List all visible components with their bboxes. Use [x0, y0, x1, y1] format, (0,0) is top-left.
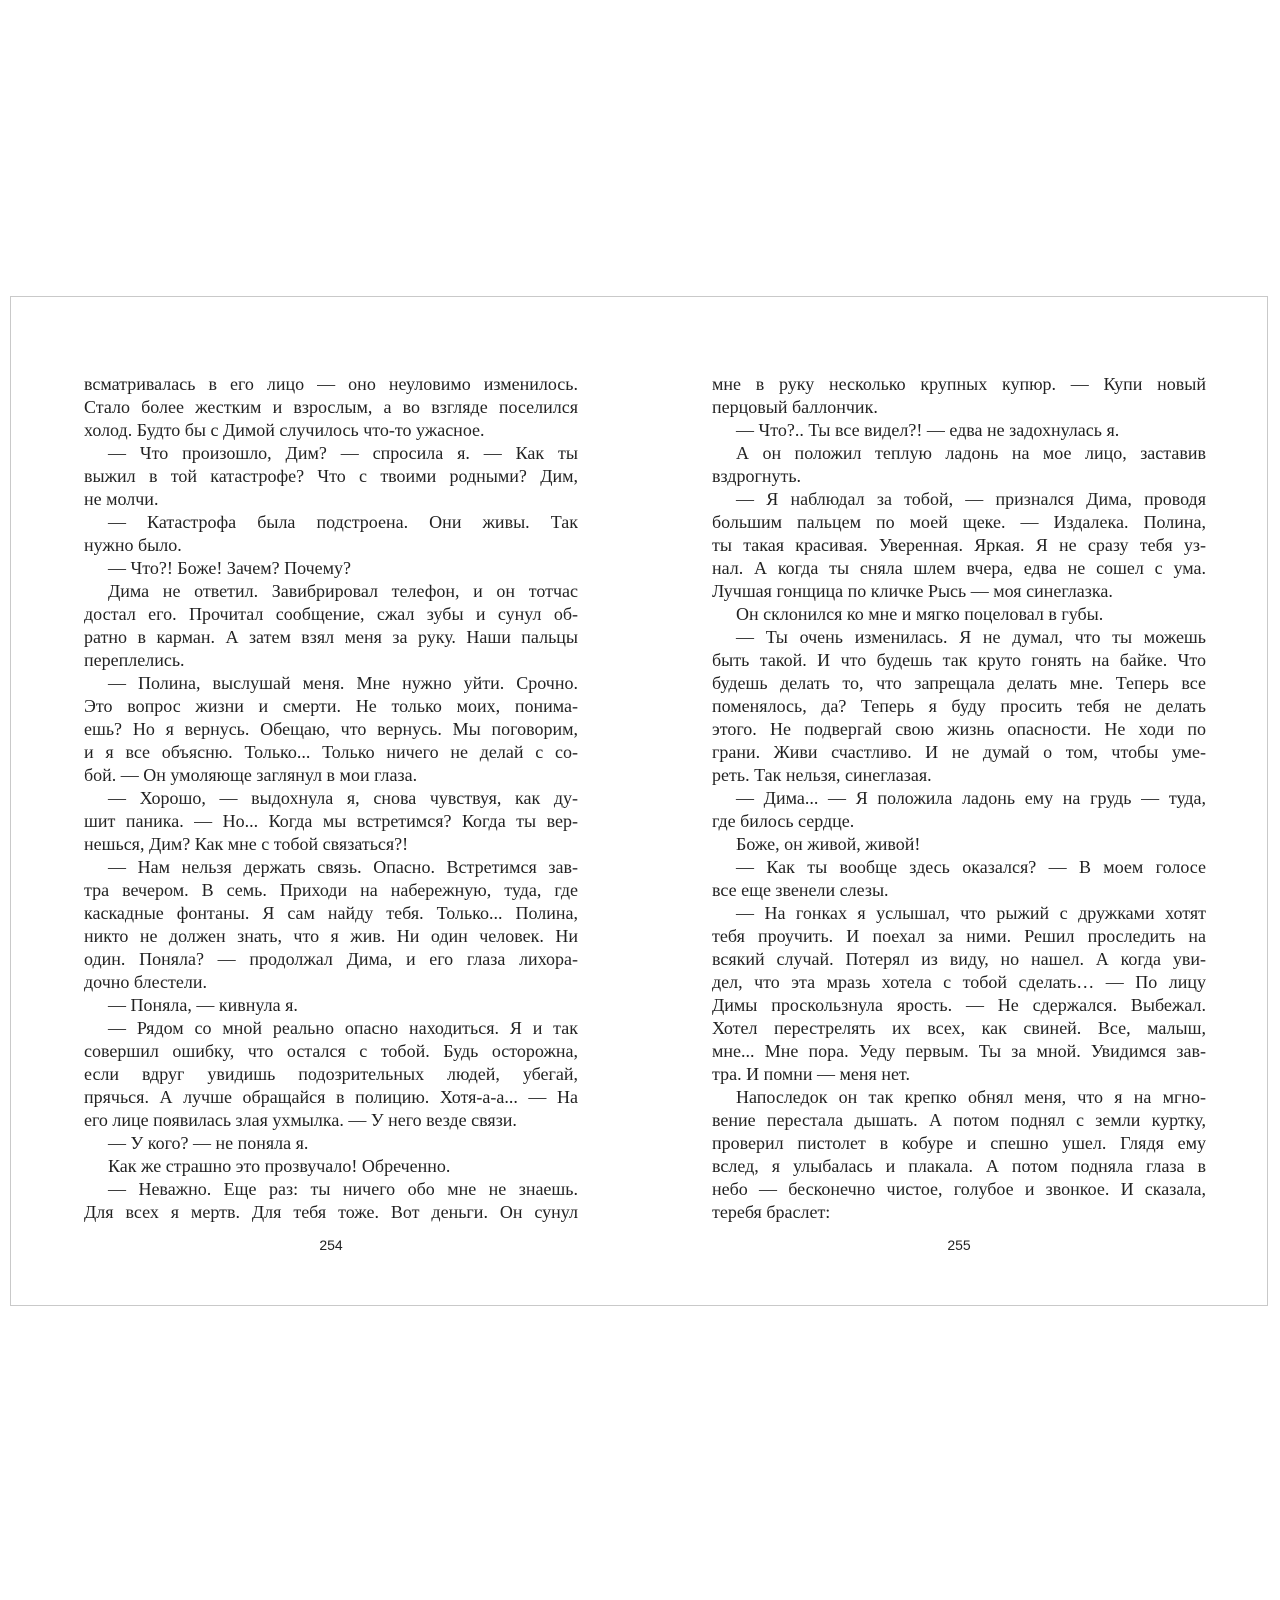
text-line: дел, что эта мразь хотела с тобой сделать… — По лицу	[712, 972, 1206, 992]
right-page-text	[712, 373, 1206, 1224]
text-line: вслед, я улыбалась и плакала. А потом подняла глаза в	[712, 1156, 1206, 1176]
text-line: тра. И помни — меня нет.	[712, 1064, 910, 1084]
text-line: шит паника. — Но... Когда мы встретимся? Когда ты вер-	[84, 811, 578, 831]
text-line: — Дима... — Я положила ладонь ему на грудь — туда,	[736, 788, 1206, 808]
text-line: совершил ошибку, что остался с тобой. Будь осторожна,	[84, 1041, 578, 1061]
text-line: вение перестала дышать. А потом поднял с земли куртку,	[712, 1110, 1206, 1130]
text-line: грани. Живи счастливо. И не думай о том, чтобы уме-	[712, 742, 1206, 762]
text-line: ратно в карман. А затем взял меня за руку. Наши пальцы	[84, 627, 578, 647]
text-line: нужно было.	[84, 535, 182, 555]
text-line: выжил в той катастрофе? Что с твоими родными? Дим,	[84, 466, 578, 486]
text-line: мне... Мне пора. Уеду первым. Ты за мной. Увидимся зав-	[712, 1041, 1206, 1061]
text-line: холод. Будто бы с Димой случилось что-то ужасное.	[84, 420, 485, 440]
text-line: ешь? Но я вернусь. Обещаю, что вернусь. Мы поговорим,	[84, 719, 578, 739]
text-line: не молчи.	[84, 489, 159, 509]
text-line: нал. А когда ты сняла шлем вчера, едва не сошел с ума.	[712, 558, 1206, 578]
text-line: если вдруг увидишь подозрительных людей, убегай,	[84, 1064, 578, 1084]
text-line: поменялось, да? Теперь я буду просить тебя не делать	[712, 696, 1206, 716]
text-line: — Я наблюдал за тобой, — признался Дима, проводя	[736, 489, 1206, 509]
text-line: — Что?.. Ты все видел?! — едва не задохнулась я.	[736, 420, 1120, 440]
text-line: нешься, Дим? Как мне с тобой связаться?!	[84, 834, 409, 854]
text-line: Напоследок он так крепко обнял меня, что я на мгно-	[736, 1087, 1206, 1107]
text-line: теребя браслет:	[712, 1202, 831, 1222]
text-line: Хотел перестрелять их всех, как свиней. Все, малыш,	[712, 1018, 1206, 1038]
text-line: Стало более жестким и взрослым, а во взгляде поселился	[84, 397, 578, 417]
text-line: Лучшая гонщица по кличке Рысь — моя синеглазка.	[712, 581, 1113, 601]
text-line: мне в руку несколько крупных купюр. — Купи новый	[712, 374, 1206, 394]
text-line: будешь делать то, что запрещала делать мне. Теперь все	[712, 673, 1206, 693]
text-line: этого. Не подвергай свою жизнь опасности. Не ходи по	[712, 719, 1206, 739]
text-line: — Хорошо, — выдохнула я, снова чувствуя, как ду-	[108, 788, 578, 808]
text-line: большим пальцем по моей щеке. — Издалека. Полина,	[712, 512, 1206, 532]
text-line: — Ты очень изменилась. Я не думал, что ты можешь	[736, 627, 1206, 647]
text-line: вздрогнуть.	[712, 466, 802, 486]
text-line: — Как ты вообще здесь оказался? — В моем голосе	[736, 857, 1206, 877]
text-line: — На гонках я услышал, что рыжий с дружками хотят	[736, 903, 1206, 923]
text-line: Дима не ответил. Завибрировал телефон, и он тотчас	[108, 581, 578, 601]
text-line: Он склонился ко мне и мягко поцеловал в губы.	[736, 604, 1104, 624]
book-spread	[10, 296, 1268, 1306]
text-line: — Что произошло, Дим? — спросила я. — Как ты	[108, 443, 578, 463]
text-line: бой. — Он умоляюще заглянул в мои глаза.	[84, 765, 418, 785]
text-line: его лице появилась злая ухмылка. — У него везде связи.	[84, 1110, 517, 1130]
text-line: где билось сердце.	[712, 811, 855, 831]
text-line: А он положил теплую ладонь на мое лицо, заставив	[736, 443, 1206, 463]
text-line: ты такая красивая. Уверенная. Яркая. Я не сразу тебя уз-	[712, 535, 1206, 555]
text-line: всякий случай. Потерял из виду, но нашел. А когда уви-	[712, 949, 1206, 969]
text-line: достал его. Прочитал сообщение, сжал зубы и сунул об-	[84, 604, 578, 624]
text-line: Боже, он живой, живой!	[736, 834, 921, 854]
text-line: Как же страшно это прозвучало! Обреченно.	[108, 1156, 451, 1176]
text-line: каскадные фонтаны. Я сам найду тебя. Только... Полина,	[84, 903, 578, 923]
text-line: — Нам нельзя держать связь. Опасно. Встретимся зав-	[108, 857, 578, 877]
text-line: — Неважно. Еще раз: ты ничего обо мне не знаешь.	[108, 1179, 578, 1199]
text-line: перцовый баллончик.	[712, 397, 878, 417]
text-line: и я все объясню. Только... Только ничего не делай с со-	[84, 742, 578, 762]
text-line: — Рядом со мной реально опасно находиться. Я и так	[108, 1018, 578, 1038]
text-line: никто не должен знать, что я жив. Ни один человек. Ни	[84, 926, 578, 946]
text-line: проверил пистолет в кобуре и спешно ушел. Глядя ему	[712, 1133, 1206, 1153]
text-line: реть. Так нельзя, синеглазая.	[712, 765, 932, 785]
text-line: переплелись.	[84, 650, 185, 670]
text-line: тра вечером. В семь. Приходи на набережную, туда, где	[84, 880, 578, 900]
text-line: — Что?! Боже! Зачем? Почему?	[108, 558, 352, 578]
text-line: Димы проскользнула ярость. — Не сдержался. Выбежал.	[712, 995, 1206, 1015]
page-number-left: 254	[319, 1237, 343, 1253]
text-line: небо — бесконечно чистое, голубое и звонкое. И сказала,	[712, 1179, 1206, 1199]
text-line: один. Поняла? — продолжал Дима, и его глаза лихора-	[84, 949, 578, 969]
text-line: тебя проучить. И поехал за ними. Решил проследить на	[712, 926, 1206, 946]
text-line: все еще звенели слезы.	[712, 880, 889, 900]
text-line: прячься. А лучше обращайся в полицию. Хотя-а-а... — На	[84, 1087, 578, 1107]
text-line: — У кого? — не поняла я.	[108, 1133, 309, 1153]
text-line: — Катастрофа была подстроена. Они живы. Так	[108, 512, 578, 532]
left-page-text	[84, 373, 578, 1224]
page-number-right: 255	[947, 1237, 971, 1253]
text-line: быть такой. И что будешь так круто гонять на байке. Что	[712, 650, 1206, 670]
text-line: Для всех я мертв. Для тебя тоже. Вот деньги. Он сунул	[84, 1202, 578, 1222]
text-line: — Поняла, — кивнула я.	[108, 995, 298, 1015]
text-line: Это вопрос жизни и смерти. Не только моих, понима-	[84, 696, 578, 716]
text-line: всматривалась в его лицо — оно неуловимо изменилось.	[84, 374, 578, 394]
text-line: дочно блестели.	[84, 972, 207, 992]
text-line: — Полина, выслушай меня. Мне нужно уйти. Срочно.	[108, 673, 578, 693]
